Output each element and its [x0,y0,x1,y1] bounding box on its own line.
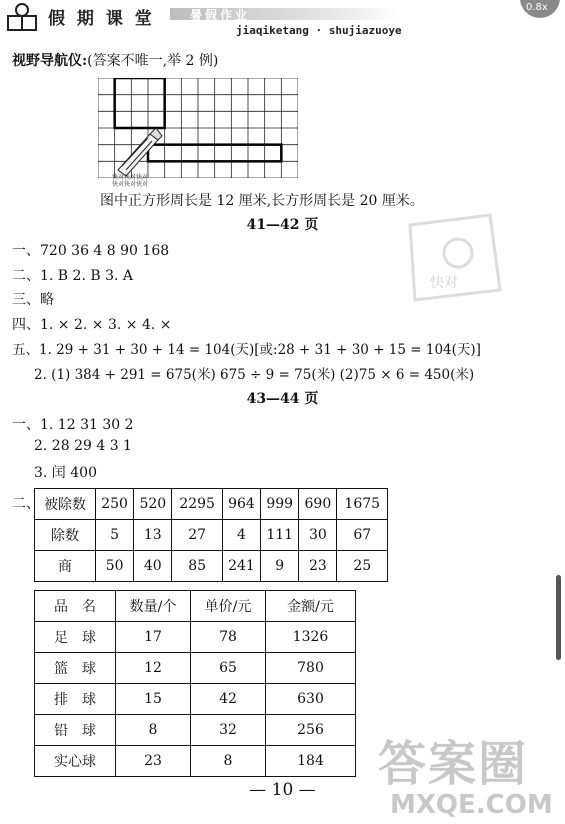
answer-41-q1: 一、720 36 4 8 90 168 [12,243,170,259]
view-note: (答案不唯一,举 2 例) [87,53,219,69]
watermark-main: 答案圈 [378,736,529,792]
table-cell: 铅 球 [35,715,116,746]
division-table [34,488,388,582]
table-cell: 32 [191,715,266,746]
table-cell: 4 [222,520,260,551]
table-cell: 25 [337,551,388,582]
table-cell: 1326 [266,622,356,653]
table-cell: 27 [172,520,222,551]
table-cell: 8 [191,746,266,777]
table-cell: 999 [261,489,299,520]
answer-41-q3: 三、略 [12,292,54,308]
table-cell: 13 [134,520,172,551]
answer-43-q1b: 2. 28 29 4 3 1 [34,438,132,454]
watermark-stamp [400,205,510,305]
table-cell: 17 [116,622,191,653]
table-cell: 12 [116,653,191,684]
goods-table [34,590,356,777]
table-cell: 15 [116,684,191,715]
table-cell: 241 [222,551,260,582]
table-row [35,489,388,520]
table-header-row [35,591,356,622]
table-cell: 30 [299,520,337,551]
table-cell: 780 [266,653,356,684]
header-pinyin: jiaqiketang · shujiazuoye [236,24,402,37]
header-subtitle: 暑假作业 [190,8,251,22]
book-reader-icon [6,2,38,34]
table-cell: 256 [266,715,356,746]
heading-41-42: 41—42 页 [246,217,319,233]
table-cell: 1675 [337,489,388,520]
table-cell: 排 球 [35,684,116,715]
table-row [35,622,356,653]
table-cell: 23 [116,746,191,777]
table-cell: 630 [266,684,356,715]
table-cell: 85 [172,551,222,582]
table-row [35,653,356,684]
page-number: — 10 — [249,780,316,800]
table-cell: 690 [299,489,337,520]
table-cell: 250 [96,489,134,520]
zoom-badge-label: 0.8x [526,2,548,13]
answer-41-q4: 四、1. × 2. × 3. × 4. × [12,317,172,333]
view-heading: 视野导航仪: [12,53,88,69]
table-cell: 42 [191,684,266,715]
answer-43-q1a: 一、1. 12 31 30 2 [12,417,134,433]
table-cell: 实心球 [35,746,116,777]
perimeter-statement: 图中正方形周长是 12 厘米,长方形周长是 20 厘米。 [100,193,424,209]
table-cell: 篮 球 [35,653,116,684]
table-cell: 除数 [35,520,96,551]
table-cell: 9 [261,551,299,582]
table-header-cell: 品 名 [35,591,116,622]
grid-caption [112,174,148,188]
watermark-url: MXQE.COM [390,790,553,820]
heading-43-44: 43—44 页 [246,391,319,407]
table-header-cell: 金额/元 [266,591,356,622]
answer-41-q5a: 五、1. 29 + 31 + 30 + 14 = 104(天)[或:28 + 31 + 30 + 15 = 104(天)] [12,342,481,358]
zoom-badge[interactable] [520,0,560,18]
table-cell: 65 [191,653,266,684]
table-cell: 5 [96,520,134,551]
watermark-stamp-text: 快对 [430,275,458,291]
answer-43-q1c: 3. 闰 400 [34,465,97,481]
table-cell: 50 [96,551,134,582]
table-cell: 67 [337,520,388,551]
square-shape [115,78,165,128]
header-title: 假 期 课 堂 [48,9,155,29]
table-cell: 2295 [172,489,222,520]
table-cell: 40 [134,551,172,582]
pencil-icon [118,128,162,176]
table-row [35,715,356,746]
table-cell: 被除数 [35,489,96,520]
table-cell: 8 [116,715,191,746]
page-header [0,0,565,42]
table-row [35,551,388,582]
table-cell: 184 [266,746,356,777]
view-section-title [12,50,218,70]
table-cell: 足 球 [35,622,116,653]
table-cell: 商 [35,551,96,582]
grid-caption-line: 快对快对快对 [112,174,149,181]
table-row [35,520,388,551]
answer-41-q2: 二、1. B 2. B 3. A [12,268,134,284]
scrollbar-thumb[interactable] [556,575,561,660]
table-row [35,684,356,715]
grid-figure [98,78,298,178]
table-row [35,746,356,777]
answer-43-q2-label: 二、 [12,496,40,512]
table-cell: 964 [222,489,260,520]
table-header-cell: 数量/个 [116,591,191,622]
table-header-cell: 单价/元 [191,591,266,622]
table-cell: 111 [261,520,299,551]
table-cell: 78 [191,622,266,653]
table-cell: 23 [299,551,337,582]
grid-caption-line: 快对快对快对 [112,181,149,188]
table-cell: 520 [134,489,172,520]
answer-41-q5b: 2. (1) 384 + 291 = 675(米) 675 ÷ 9 = 75(米) (2)75 × 6 = 450(米) [34,367,475,383]
